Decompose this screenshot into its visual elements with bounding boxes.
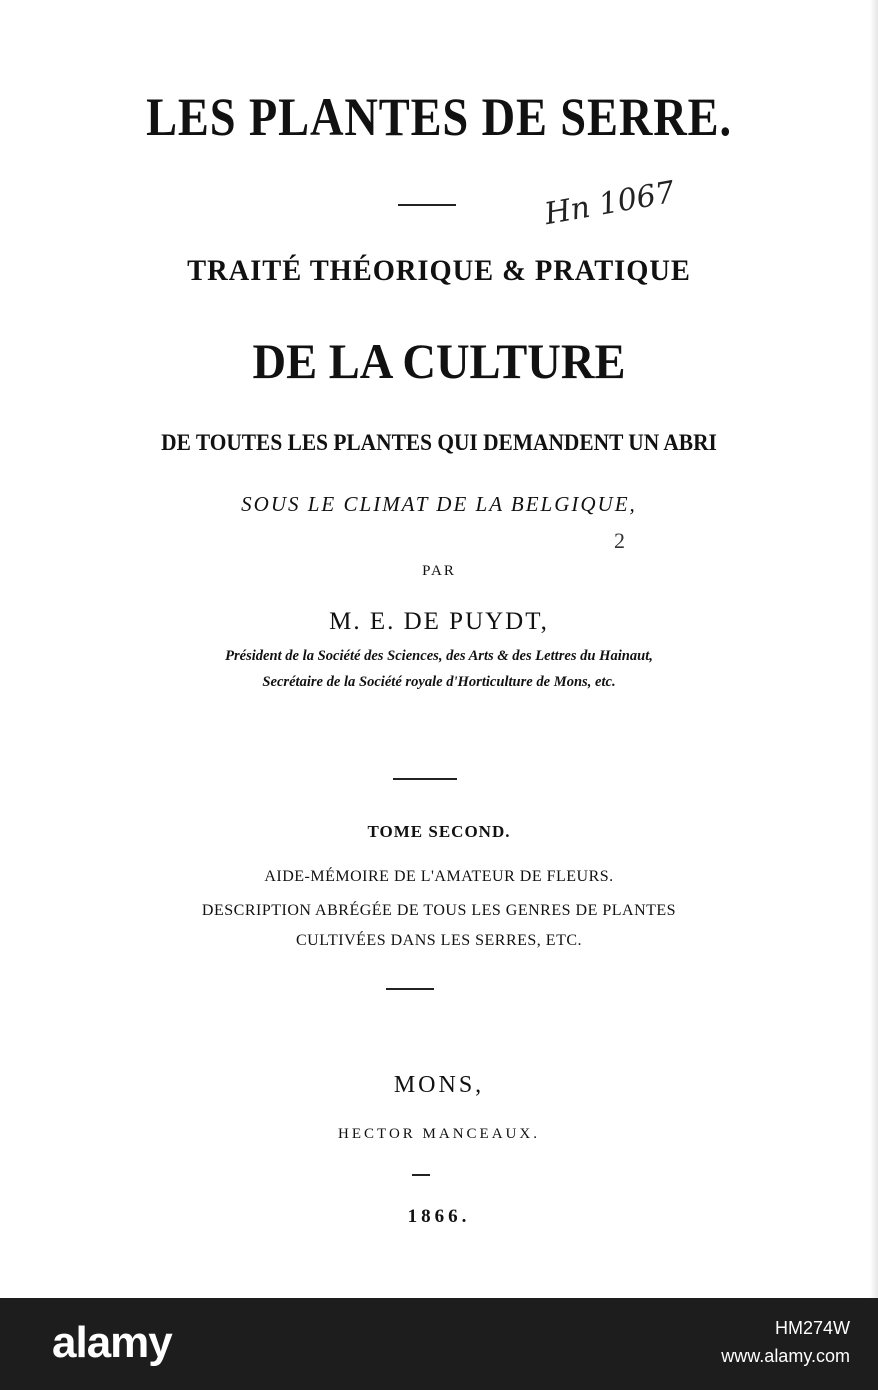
author-role: Président de la Société des Sciences, des Arts & des Lettres du Hainaut,: [225, 648, 653, 664]
subtitle-line-4: SOUS LE CLIMAT DE LA BELGIQUE,: [241, 492, 637, 516]
author-name: M. E. DE PUYDT,: [329, 608, 549, 635]
publisher: HECTOR MANCEAUX.: [338, 1126, 540, 1142]
subtitle-line-3: DE TOUTES LES PLANTES QUI DEMANDENT UN ABRI: [161, 430, 717, 455]
divider-rule: [412, 1174, 430, 1176]
alamy-logo: alamy: [52, 1318, 172, 1367]
by-label: PAR: [422, 563, 456, 579]
divider-rule: [398, 204, 456, 206]
volume-label: TOME SECOND.: [367, 822, 511, 841]
image-id: HM274W: [774, 1318, 850, 1338]
volume-description: AIDE-MÉMOIRE DE L'AMATEUR DE FLEURS.: [264, 868, 614, 885]
subtitle-line-2: DE LA CULTURE: [252, 333, 626, 389]
publication-year: 1866.: [407, 1206, 471, 1227]
divider-rule: [386, 988, 434, 990]
divider-rule: [393, 778, 457, 780]
author-role: Secrétaire de la Société royale d'Horticulture de Mons, etc.: [262, 674, 616, 690]
margin-mark: 2: [614, 528, 625, 553]
publication-place: MONS,: [393, 1072, 485, 1098]
handwritten-shelfmark: Hn 1067: [541, 174, 678, 233]
volume-description: DESCRIPTION ABRÉGÉE DE TOUS LES GENRES DE PLANTES: [201, 902, 677, 919]
book-title: LES PLANTES DE SERRE.: [146, 87, 732, 147]
page-edge-shadow: [870, 0, 878, 1298]
subtitle-line-1: TRAITÉ THÉORIQUE & PRATIQUE: [187, 254, 691, 287]
volume-description: CULTIVÉES DANS LES SERRES, ETC.: [295, 932, 583, 949]
watermark-url: www.alamy.com: [721, 1346, 850, 1366]
